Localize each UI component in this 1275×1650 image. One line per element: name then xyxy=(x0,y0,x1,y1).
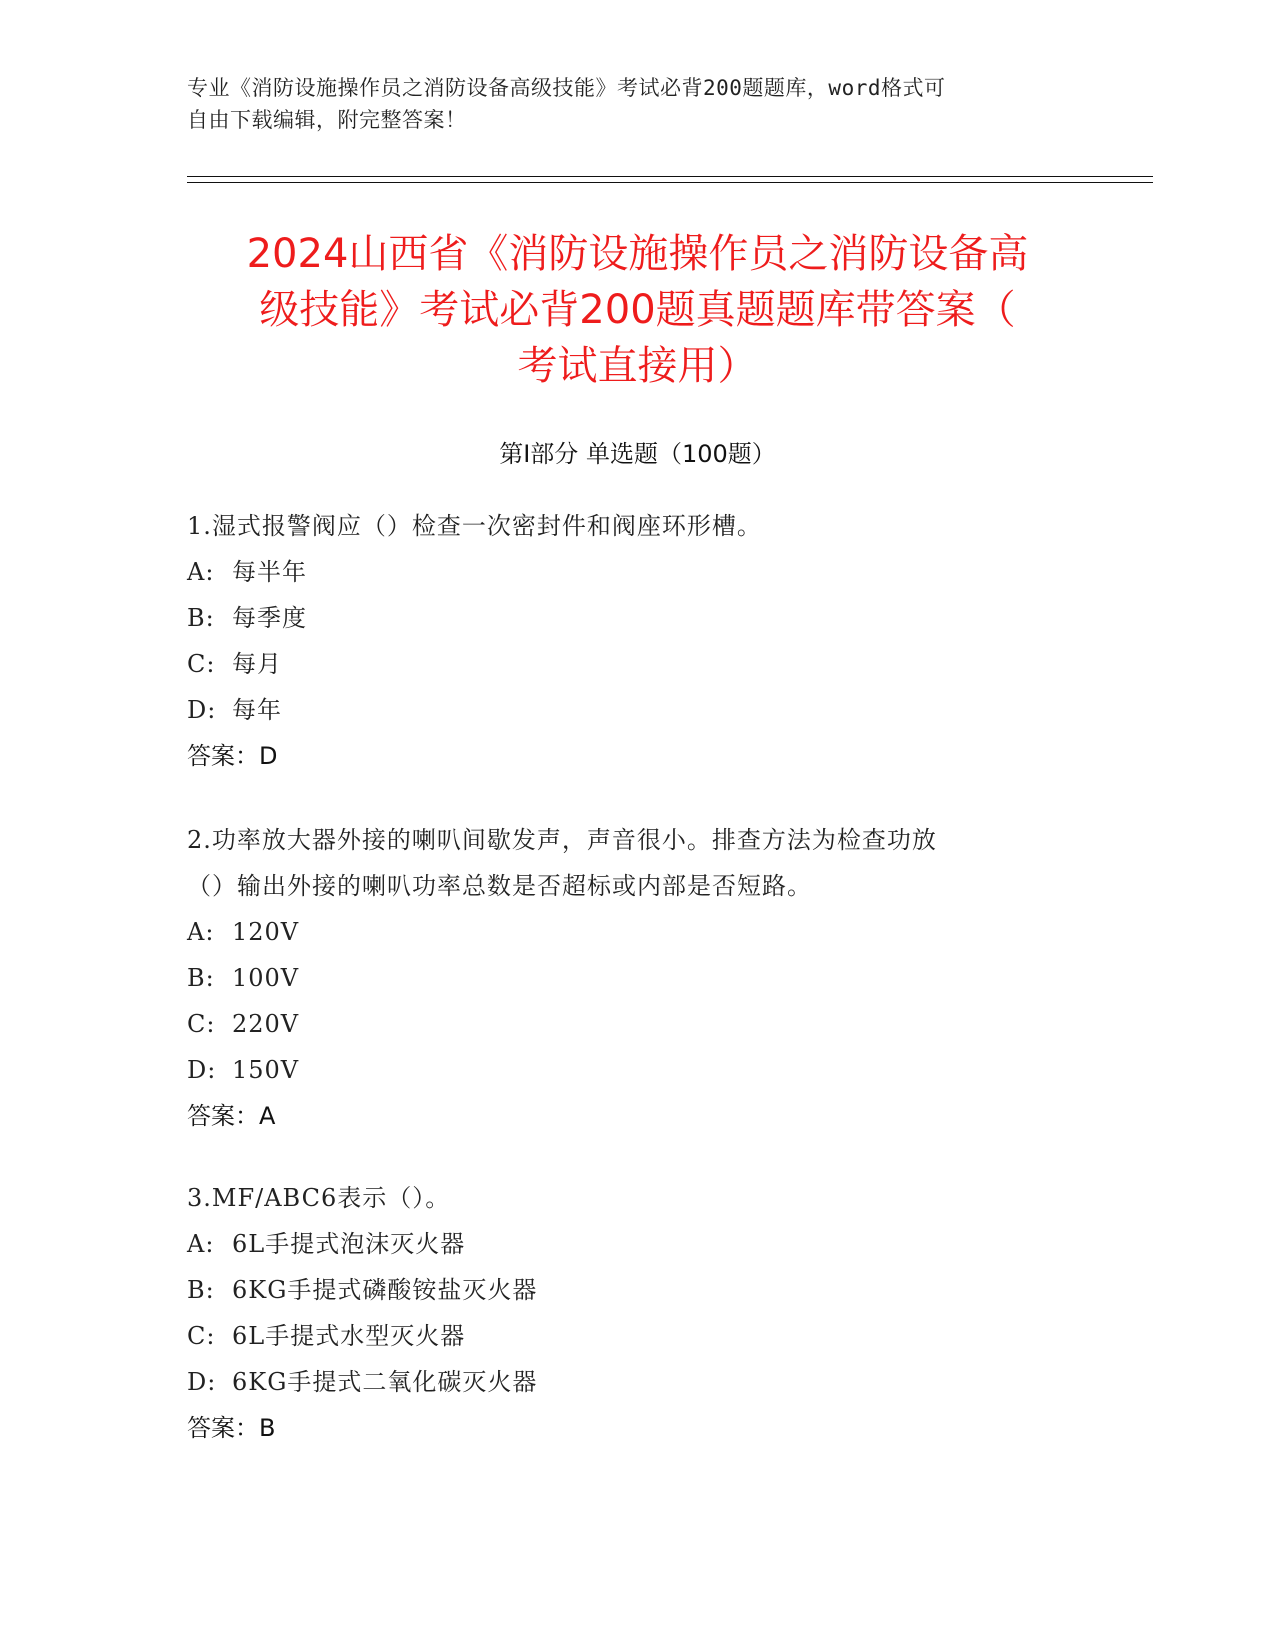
option-a xyxy=(187,909,1087,955)
option-d xyxy=(187,1359,1087,1405)
option-text: 220V xyxy=(232,1010,300,1038)
option-key: B: xyxy=(187,1276,215,1304)
option-text: 每半年 xyxy=(232,558,307,586)
option-key: A: xyxy=(187,1230,215,1258)
answer: 答案：A xyxy=(187,1102,276,1130)
option-text: 150V xyxy=(232,1056,300,1084)
answer: 答案：D xyxy=(187,742,278,770)
option-key: C: xyxy=(187,1010,216,1038)
answer: 答案：B xyxy=(187,1414,276,1442)
option-d xyxy=(187,1047,1087,1093)
title-line2: 级技能》考试必背200题真题题库带答案（ xyxy=(259,287,1016,333)
option-b xyxy=(187,955,1087,1001)
option-c xyxy=(187,1313,1087,1359)
option-key: C: xyxy=(187,650,216,678)
option-text: 6KG手提式磷酸铵盐灭火器 xyxy=(232,1276,538,1304)
option-text: 每月 xyxy=(232,650,282,678)
question-stem: 3.MF/ABC6表示（）。 xyxy=(187,1184,451,1212)
option-key: D: xyxy=(187,1368,217,1396)
option-text: 100V xyxy=(232,964,300,992)
option-b xyxy=(187,595,1087,641)
title-line1: 2024山西省《消防设施操作员之消防设备高 xyxy=(246,231,1029,277)
option-text: 每季度 xyxy=(232,604,307,632)
question-1 xyxy=(187,503,1087,779)
header-divider-thick xyxy=(187,176,1153,177)
option-text: 每年 xyxy=(232,696,282,724)
option-c xyxy=(187,1001,1087,1047)
option-a xyxy=(187,1221,1087,1267)
option-key: D: xyxy=(187,696,217,724)
option-text: 6L手提式水型灭火器 xyxy=(232,1322,466,1350)
header-divider-thin xyxy=(187,182,1153,183)
question-2 xyxy=(187,817,1087,1139)
option-d xyxy=(187,687,1087,733)
option-text: 120V xyxy=(232,918,300,946)
question-3 xyxy=(187,1175,1087,1451)
option-b xyxy=(187,1267,1087,1313)
document-title xyxy=(150,226,1125,394)
option-text: 6L手提式泡沫灭火器 xyxy=(232,1230,466,1258)
header-note-line1: 专业《消防设施操作员之消防设备高级技能》考试必背200题题库，word格式可 xyxy=(187,76,946,100)
option-key: D: xyxy=(187,1056,217,1084)
option-key: A: xyxy=(187,918,215,946)
option-key: A: xyxy=(187,558,215,586)
header-note xyxy=(187,72,1087,136)
option-a xyxy=(187,549,1087,595)
header-note-line2: 自由下载编辑，附完整答案！ xyxy=(187,108,467,132)
section-heading: 第Ⅰ部分 单选题（100题） xyxy=(499,440,776,468)
option-key: C: xyxy=(187,1322,216,1350)
option-text: 6KG手提式二氧化碳灭火器 xyxy=(232,1368,538,1396)
title-line3: 考试直接用） xyxy=(517,343,758,389)
question-stem-line1: 2.功率放大器外接的喇叭间歇发声，声音很小。排查方法为检查功放 xyxy=(187,826,937,854)
question-stem: 1.湿式报警阀应（）检查一次密封件和阀座环形槽。 xyxy=(187,512,762,540)
option-key: B: xyxy=(187,604,215,632)
question-stem-line2: （）输出外接的喇叭功率总数是否超标或内部是否短路。 xyxy=(187,872,812,900)
option-key: B: xyxy=(187,964,215,992)
option-c xyxy=(187,641,1087,687)
